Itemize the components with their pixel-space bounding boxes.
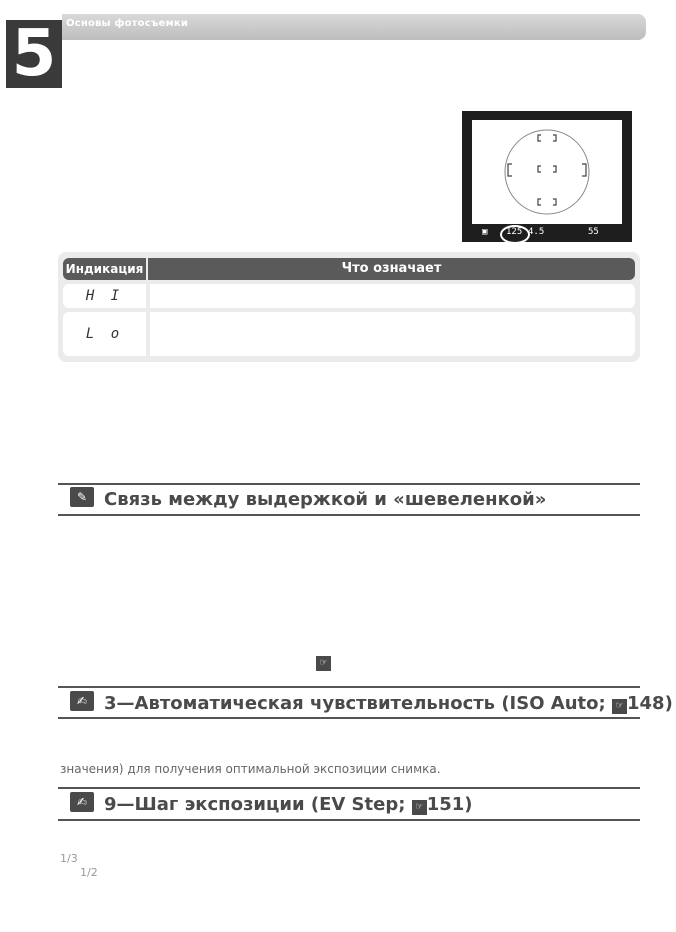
focus-bracket-bottom-icon [538,199,556,205]
section-title-iso-auto [104,693,673,714]
csm-menu-icon: ✍ [70,792,94,812]
section-title-text: 3—Автоматическая чувствительность (ISO Auto; [104,693,606,714]
csm-menu-icon: ✍ [70,691,94,711]
chapter-title: Основы фотосъемки [66,18,189,29]
page-reference-icon: ☞ [612,699,627,714]
frame-bracket-icon: ▣ [482,227,488,237]
focus-bracket-top-icon [538,135,556,141]
section-title-motion-blur: Связь между выдержкой и «шевеленкой» [104,489,547,510]
viewfinder-illustration [462,111,632,242]
focus-bracket-left-icon [508,164,512,176]
section-title-text: 9—Шаг экспозиции (EV Step; [104,794,406,815]
page-ref-number: 151 [426,794,465,815]
section-divider [58,717,640,719]
focus-bracket-center-icon [538,166,556,172]
fraction-one-half: 1/2 [80,866,98,879]
section-divider [58,483,640,485]
table-cell-meaning-lo [150,312,635,356]
table-cell-meaning-hi [150,284,635,308]
section-title-ev-step [104,794,473,815]
body-text-auto-iso: значения) для получения оптимальной экспозиции снимка. [60,762,441,776]
page-reference-icon: ☞ [412,800,427,815]
section-divider [58,686,640,688]
fraction-one-third: 1/3 [60,852,78,865]
section-title-suffix: ) [664,693,673,714]
table-cell-indication-lo: L o [63,312,146,356]
section-divider [58,819,640,821]
chapter-number: 5 [6,20,62,88]
table-header-meaning: Что означает [148,258,635,280]
viewfinder-screen [472,120,622,224]
shutter-value: 125 [506,227,523,237]
section-divider [58,787,640,789]
page-reference-icon: ☞ [316,656,331,671]
section-divider [58,514,640,516]
aperture-value: 4.5 [528,227,545,237]
focus-bracket-right-icon [582,164,586,176]
table-cell-indication-hi: H I [63,284,146,308]
viewfinder-status-bar [462,225,632,242]
section-title-suffix: ) [464,794,473,815]
page-ref-number: 148 [626,693,665,714]
note-pencil-icon: ✎ [70,487,94,507]
focus-area-diagram [472,120,622,224]
table-header-indication: Индикация [63,258,146,280]
frames-value: 55 [588,227,599,237]
